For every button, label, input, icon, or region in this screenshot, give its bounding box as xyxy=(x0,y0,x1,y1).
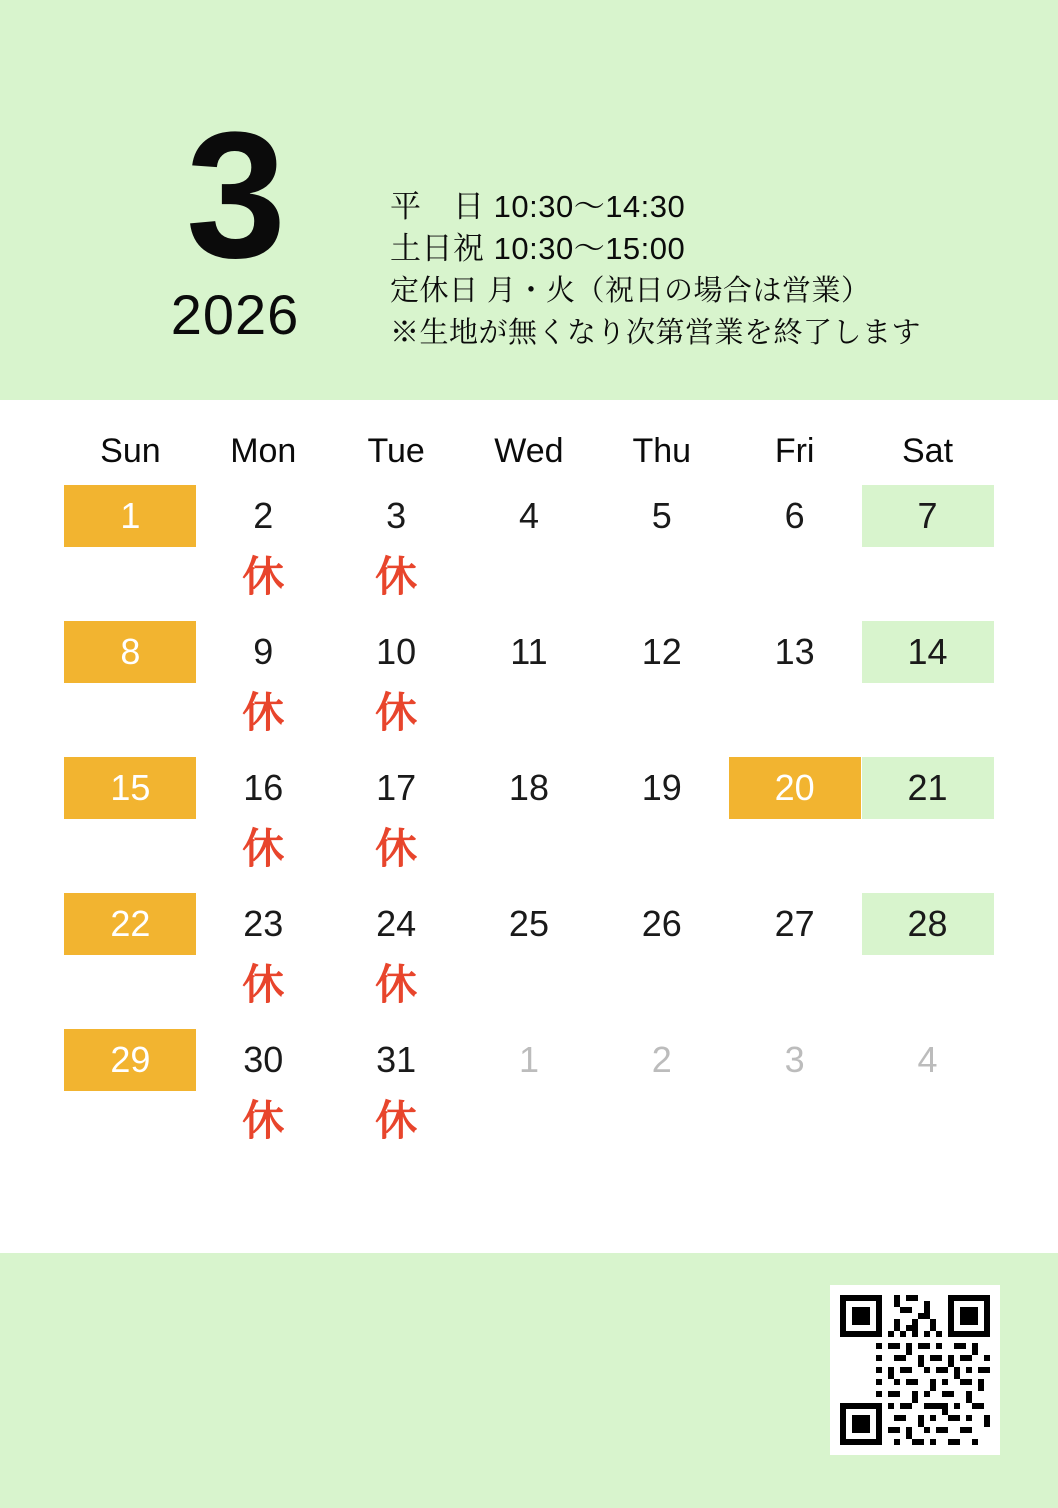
note-cell xyxy=(861,547,994,621)
closed-mark: 休 xyxy=(375,825,418,872)
note-cell xyxy=(728,1091,861,1165)
day-cell xyxy=(463,1029,596,1091)
day-cell xyxy=(64,757,197,819)
weekday-header-wed: Wed xyxy=(494,432,564,470)
day-number: 15 xyxy=(64,757,196,819)
day-number: 16 xyxy=(243,767,284,808)
note-cell xyxy=(330,547,463,621)
note-cell xyxy=(197,955,330,1029)
closed-mark: 休 xyxy=(375,553,418,600)
day-number: 12 xyxy=(641,631,682,672)
day-number: 3 xyxy=(784,1039,805,1080)
day-cell xyxy=(595,757,728,819)
day-cell xyxy=(595,1029,728,1091)
note-cell xyxy=(728,819,861,893)
weekday-header-mon: Mon xyxy=(230,432,297,470)
note-cell xyxy=(728,955,861,1029)
note-cell xyxy=(861,1091,994,1165)
closed-mark: 休 xyxy=(242,553,285,600)
day-cell xyxy=(197,893,330,955)
day-cell xyxy=(861,1029,994,1091)
note-cell xyxy=(595,955,728,1029)
hours-line-notice: ※生地が無くなり次第営業を終了します xyxy=(390,317,922,349)
hours-line-closed-days: 定休日 月・火（祝日の場合は営業） xyxy=(390,275,871,307)
day-number: 6 xyxy=(784,495,805,536)
day-cell xyxy=(330,1029,463,1091)
qr-code-container[interactable] xyxy=(830,1285,1000,1455)
day-cell xyxy=(197,621,330,683)
week-row xyxy=(64,485,994,547)
calendar-body xyxy=(0,400,1058,1253)
note-cell xyxy=(330,683,463,757)
hours-line-weekday: 平 日 10:30〜14:30 xyxy=(390,189,686,224)
day-cell xyxy=(330,485,463,547)
day-cell xyxy=(861,485,994,547)
weekday-header-sun: Sun xyxy=(100,432,161,470)
note-row xyxy=(64,547,994,621)
note-cell xyxy=(861,819,994,893)
note-cell xyxy=(64,683,197,757)
day-number: 4 xyxy=(518,495,539,536)
closed-mark: 休 xyxy=(242,961,285,1008)
note-cell xyxy=(595,683,728,757)
note-cell xyxy=(728,547,861,621)
day-number: 29 xyxy=(64,1029,196,1091)
note-row xyxy=(64,683,994,757)
day-cell xyxy=(595,485,728,547)
day-cell xyxy=(861,621,994,683)
day-number: 21 xyxy=(862,757,994,819)
day-number: 4 xyxy=(917,1039,938,1080)
day-number: 22 xyxy=(64,893,196,955)
weekday-header-fri: Fri xyxy=(774,432,815,470)
day-cell xyxy=(197,485,330,547)
day-number: 28 xyxy=(862,893,994,955)
closed-mark: 休 xyxy=(242,1097,285,1144)
day-number: 2 xyxy=(651,1039,672,1080)
day-number: 7 xyxy=(862,485,994,547)
hours-line-weekend: 土日祝 10:30〜15:00 xyxy=(390,231,686,266)
day-cell xyxy=(595,621,728,683)
day-number: 13 xyxy=(774,631,815,672)
calendar-table xyxy=(64,422,994,1165)
day-number: 2 xyxy=(253,495,274,536)
day-cell xyxy=(728,893,861,955)
note-row xyxy=(64,1091,994,1165)
closed-mark: 休 xyxy=(375,689,418,736)
day-cell xyxy=(463,485,596,547)
day-number: 23 xyxy=(243,903,284,944)
business-hours-block xyxy=(390,186,921,354)
day-cell xyxy=(64,893,197,955)
note-row xyxy=(64,955,994,1029)
note-cell xyxy=(861,683,994,757)
day-number: 20 xyxy=(729,757,861,819)
note-cell xyxy=(64,547,197,621)
month-number: 3 xyxy=(185,95,285,296)
weekday-header-row xyxy=(64,422,994,485)
day-cell xyxy=(64,1029,197,1091)
closed-mark: 休 xyxy=(242,689,285,736)
day-number: 1 xyxy=(518,1039,539,1080)
day-cell xyxy=(197,1029,330,1091)
note-cell xyxy=(595,1091,728,1165)
day-cell xyxy=(330,757,463,819)
day-cell xyxy=(595,893,728,955)
poster-header xyxy=(0,0,1058,400)
month-year-block xyxy=(120,95,350,346)
day-number: 8 xyxy=(64,621,196,683)
note-cell xyxy=(197,1091,330,1165)
note-cell xyxy=(463,547,596,621)
note-cell xyxy=(64,955,197,1029)
day-number: 26 xyxy=(641,903,682,944)
note-cell xyxy=(595,819,728,893)
day-cell xyxy=(728,1029,861,1091)
note-cell xyxy=(197,819,330,893)
week-row xyxy=(64,757,994,819)
day-number: 17 xyxy=(376,767,417,808)
note-cell xyxy=(463,683,596,757)
day-cell xyxy=(64,621,197,683)
note-cell xyxy=(197,683,330,757)
week-row xyxy=(64,893,994,955)
day-cell xyxy=(330,893,463,955)
day-number: 19 xyxy=(641,767,682,808)
note-cell xyxy=(595,547,728,621)
weekday-header-thu: Thu xyxy=(632,432,692,470)
closed-mark: 休 xyxy=(375,961,418,1008)
day-number: 30 xyxy=(243,1039,284,1080)
day-number: 10 xyxy=(376,631,417,672)
day-cell xyxy=(861,757,994,819)
day-number: 14 xyxy=(862,621,994,683)
note-cell xyxy=(330,1091,463,1165)
note-cell xyxy=(330,955,463,1029)
day-cell xyxy=(197,757,330,819)
note-cell xyxy=(463,955,596,1029)
note-cell xyxy=(463,1091,596,1165)
poster-footer xyxy=(0,1253,1058,1508)
week-row xyxy=(64,621,994,683)
note-cell xyxy=(64,819,197,893)
note-cell xyxy=(197,547,330,621)
closed-mark: 休 xyxy=(375,1097,418,1144)
note-cell xyxy=(64,1091,197,1165)
year-number: 2026 xyxy=(170,283,300,346)
day-number: 11 xyxy=(510,631,548,672)
day-number: 3 xyxy=(386,495,407,536)
day-cell xyxy=(463,893,596,955)
day-number: 9 xyxy=(253,631,274,672)
note-cell xyxy=(728,683,861,757)
qr-code-icon[interactable] xyxy=(840,1295,990,1445)
note-row xyxy=(64,819,994,893)
week-row xyxy=(64,1029,994,1091)
day-number: 24 xyxy=(376,903,417,944)
day-number: 27 xyxy=(774,903,815,944)
day-number: 18 xyxy=(508,767,549,808)
day-cell xyxy=(330,621,463,683)
day-cell xyxy=(861,893,994,955)
weekday-header-tue: Tue xyxy=(367,432,425,470)
day-number: 5 xyxy=(651,495,672,536)
day-cell xyxy=(728,621,861,683)
day-number: 31 xyxy=(376,1039,417,1080)
day-cell xyxy=(463,621,596,683)
day-number: 1 xyxy=(64,485,196,547)
day-cell xyxy=(728,757,861,819)
note-cell xyxy=(330,819,463,893)
note-cell xyxy=(861,955,994,1029)
note-cell xyxy=(463,819,596,893)
closed-mark: 休 xyxy=(242,825,285,872)
day-cell xyxy=(64,485,197,547)
weekday-header-sat: Sat xyxy=(902,432,954,470)
day-cell xyxy=(728,485,861,547)
day-cell xyxy=(463,757,596,819)
day-number: 25 xyxy=(508,903,549,944)
